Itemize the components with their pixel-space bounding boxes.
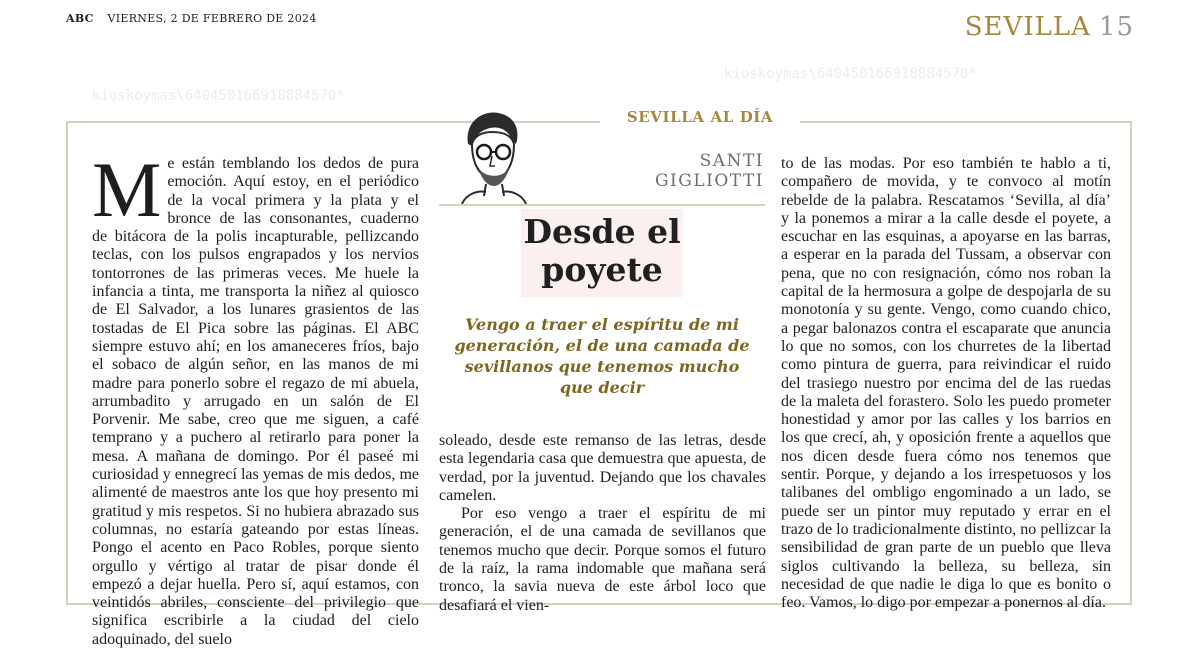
- page-header-left: [66, 12, 317, 25]
- page-number: 15: [1098, 12, 1134, 42]
- section-name: SEVILLA: [964, 12, 1091, 42]
- text-column-1: [92, 146, 419, 649]
- column-3-text: to de las modas. Por eso también te hablo a ti, compañero de movida, y te convoco al motín rebelde de la palabra. Rescatamos ‘Sevilla, al día’ y la ponemos a mirar a la calle desde el poyete, a escuchar en las esquinas, a apoyarse en las barras, a esperar en la parada del Tussam, a observar con pena, que no con resignación, cómo nos roban la capital de la hermosura a golpe de despojarla de su monotonía y su gente. Vengo, como cuando chico, a pegar balonazos contra el escaparate que anuncia lo que no somos, con los churretes de la libertad como pintura de guerra, para reivindicar el ruido del trasiego nuestro por encima del de las ruedas de la maleta del forastero. Solo les puedo prometer honestidad y amor por las calles y los barrios en los que crecí, ah, y oposición frente a aquellos que nos dicen desde fuera cómo nos tenemos que sentir. Porque, y dejando a los irrespetuosos y los talibanes del ombligo engominado a un lado, se puede ser un pintor muy reputado y errar en el trazo de lo tradicionalmente distinto, no pellizcar la sensibilidad de gran parte de un pueblo que lleva siglos cultivando la belleza, su belleza, sin necesidad de que nadie le diga lo que es bonito o feo. Vamos, lo digo por empezar a ponernos al día.: [781, 155, 1111, 612]
- watermark-top: kioskoymas\640450166918884570*: [724, 66, 977, 82]
- column-2-paragraph-2: Por eso vengo a traer el espíritu de mi generación, el de una camada de sevillanos que tenemos mucho que decir. Porque somos el futuro de la raíz, la rama indomable que mañana será tronco, la savia nueva de este árbol loco que desafiará el vien-: [439, 505, 766, 614]
- page-header-right: [965, 12, 1134, 42]
- issue-date: VIERNES, 2 DE FEBRERO DE 2024: [107, 12, 317, 25]
- title-line-1: Desde el: [523, 212, 681, 251]
- column-2-paragraph-1: soleado, desde este remanso de las letras, desde esta legendaria casa que demuestra que apuesta, de verdad, por la juventud. Dejando que los chavales camelen.: [439, 432, 766, 504]
- author-last-name: GIGLIOTTI: [654, 171, 764, 191]
- newspaper-brand: ABC: [66, 12, 94, 25]
- column-section-label: SEVILLA AL DÍA: [600, 106, 800, 128]
- author-first-name: SANTI: [699, 151, 764, 171]
- column-1-text: e están temblando los dedos de pura emoción. Aquí estoy, en el periódico de la vocal primera y la plata y el bronce de las consonantes, cuaderno de bitácora de la polis incapturable, pellizcando teclas, con los pulsos engrapados y los nervios tontorrones de las primeras veces. Me huele la infancia a tinta, me transporta la niñez al quiosco de El Salvador, a los lunares grasientos de las tostadas de El Pica sobre las páginas. El ABC siempre estuvo ahí; en los amaneceres fríos, bajo el sobaco de algún señor, en las manos de mi madre para ponerlo sobre el regazo de mi abuela, arrumbadito y arrugado en un salón de El Porvenir. Me sabe, creo que me siguen, a café temprano y a puchero al retirarlo para poner la mesa. A mañana de domingo. Por él paseé mi curiosidad y ennegrecí las yemas de mis dedos, me alimenté de maestros ante los que hoy presento mi gratitud y mis respetos. Si no hubiera abrazado sus columnas, no estaría gateando por estas líneas. Pongo el acento en Paco Robles, porque siento orgullo y vértigo al tratar de pisar donde él empezó a dejar huella. Pero sí, aquí estamos, con veintidós abriles, consciente del privilegio que significa escribirle a la ciudad del cielo adoquinado, del suelo: [92, 155, 419, 648]
- article-title: [521, 213, 683, 289]
- text-column-2: [439, 432, 766, 615]
- author-byline: [655, 151, 764, 191]
- author-portrait-illustration: [442, 104, 542, 204]
- title-line-2: poyete: [541, 250, 663, 289]
- article-subtitle: Vengo a traer el espíritu de mi generación, el de una camada de sevillanos que tenemos mucho que decir: [454, 315, 750, 397]
- title-divider: [439, 204, 765, 206]
- watermark-left: kioskoymas\640450166918884570*: [92, 88, 345, 104]
- text-column-3: [781, 155, 1111, 612]
- drop-cap: M: [92, 146, 162, 233]
